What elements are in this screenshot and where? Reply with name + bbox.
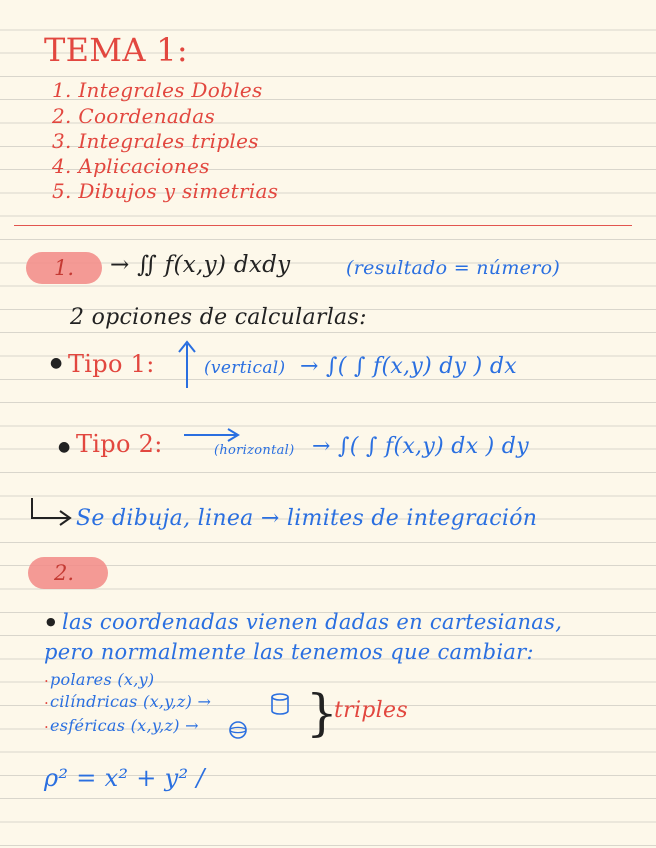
tipo-1-label: Tipo 1: (68, 350, 155, 378)
coord-bullet-2: · (44, 694, 50, 712)
tipo-2-label: Tipo 2: (76, 430, 163, 458)
result-note: (resultado = número) (346, 257, 561, 279)
tipo-2-formula: → ∫( ∫ f(x,y) dx ) dy (312, 434, 529, 459)
topic-item-1: 1. Integrales Dobles (52, 78, 263, 102)
conclusion-text: Se dibuja, linea → limites de integración (76, 506, 538, 531)
tipo-2-direction: (horizontal) (214, 443, 295, 458)
triples-brace: } (306, 684, 338, 742)
double-integral-formula: → ∬ f(x,y) dxdy (110, 252, 291, 278)
arrow-up-icon (176, 338, 198, 390)
section-divider (14, 225, 632, 226)
section-2-number: 2. (54, 561, 75, 585)
tipo-2-bullet: ● (58, 439, 71, 455)
section-2-line-1: las coordenadas vienen dadas en cartesianas, (62, 610, 563, 634)
arrow-right-icon (182, 427, 240, 443)
cylinder-icon (270, 692, 290, 716)
tipo-1-bullet: ● (50, 355, 63, 371)
topic-item-2: 2. Coordenadas (52, 104, 216, 128)
coord-item-esfericas: esféricas (x,y,z) → (50, 716, 199, 735)
triples-note: triples (334, 698, 408, 723)
coord-item-cilindricas: cilíndricas (x,y,z) → (50, 692, 212, 711)
section-2-bullet: ● (46, 615, 56, 628)
topic-item-3: 3. Integrales triples (52, 129, 259, 153)
sphere-icon (228, 720, 248, 740)
coord-bullet-1: · (44, 672, 50, 690)
tipo-1-direction: (vertical) (204, 358, 286, 378)
page-title: TEMA 1: (44, 31, 188, 69)
options-heading: 2 opciones de calcularlas: (70, 305, 367, 330)
topic-item-5: 5. Dibujos y simetrias (52, 179, 279, 203)
section-2-line-2: pero normalmente las tenemos que cambiar: (44, 640, 534, 664)
section-1-number: 1. (54, 256, 75, 280)
coord-bullet-3: · (44, 718, 50, 736)
corner-arrow-icon (28, 496, 74, 526)
tipo-1-formula: → ∫( ∫ f(x,y) dy ) dx (300, 354, 517, 379)
coord-item-polares: polares (x,y) (50, 670, 155, 689)
polar-equation: ρ² = x² + y² / (44, 764, 205, 792)
topic-item-4: 4. Aplicaciones (52, 154, 210, 178)
